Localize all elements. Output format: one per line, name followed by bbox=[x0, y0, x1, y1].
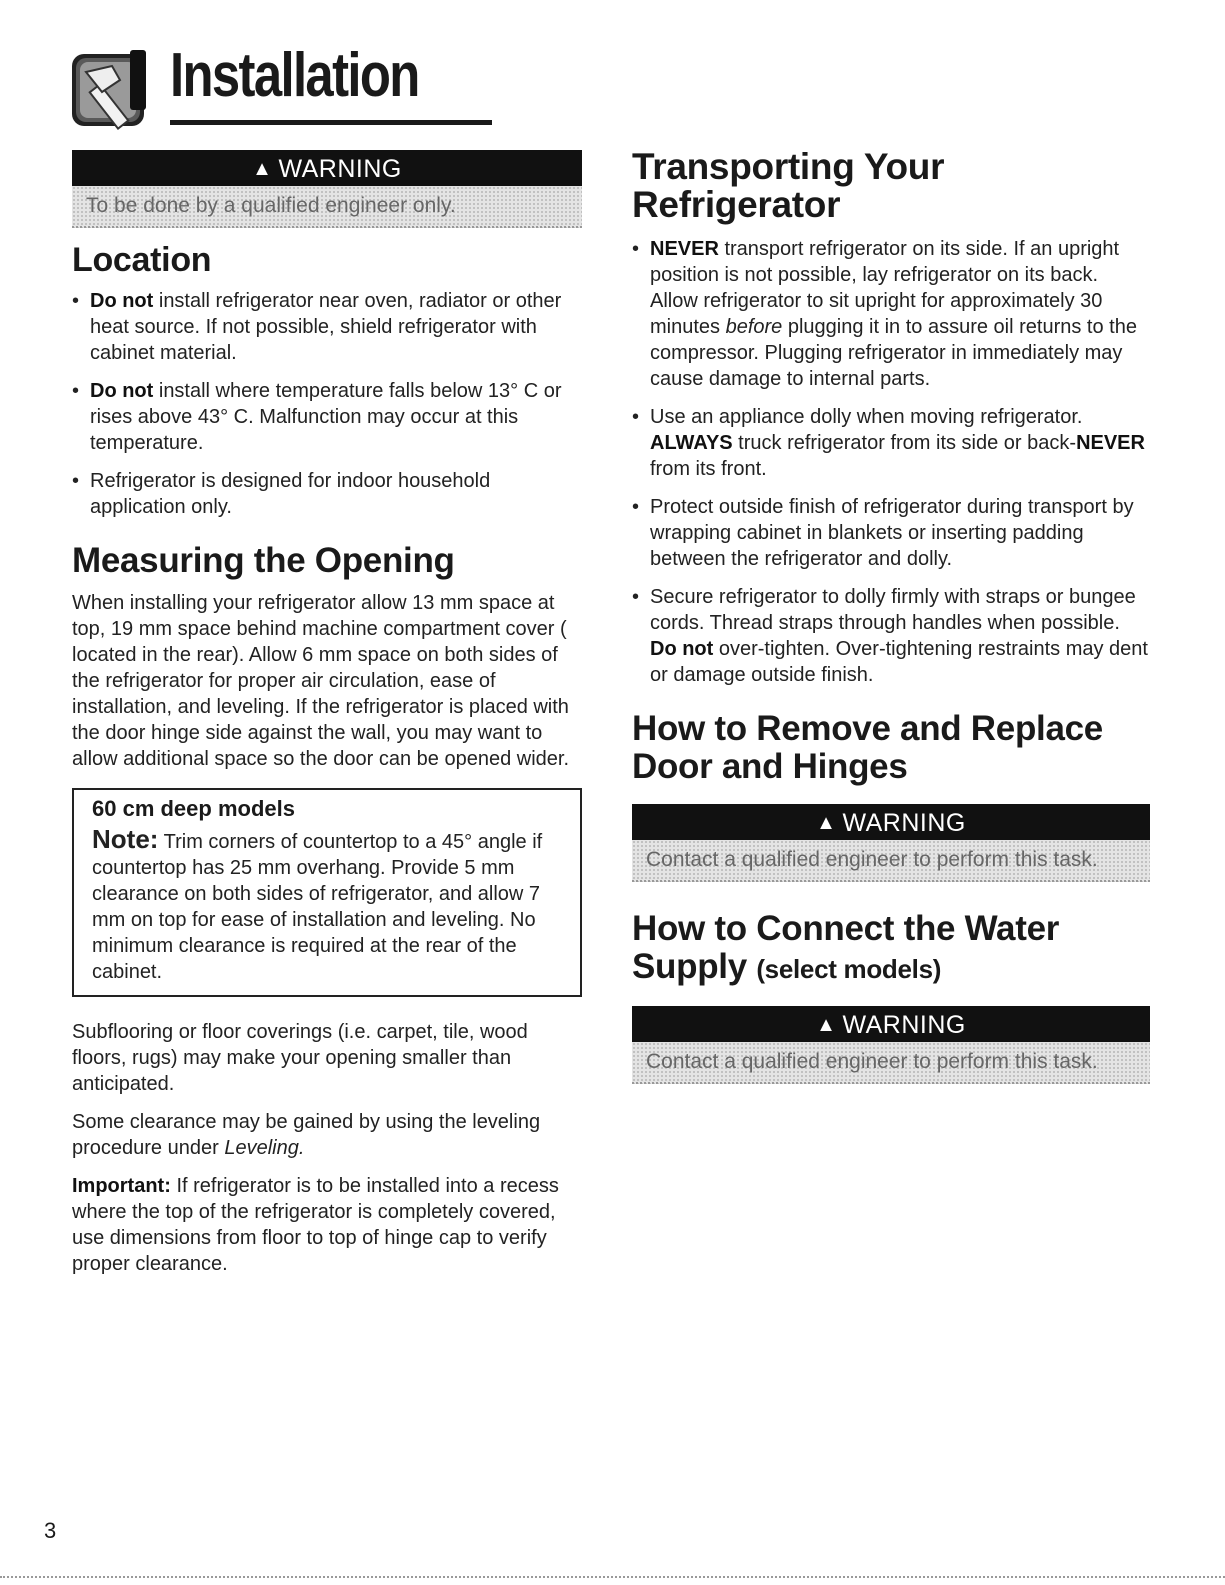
important-label: Important: bbox=[72, 1175, 171, 1197]
item-text: over-tighten. Over-tightening restraints may dent or damage outside finish. bbox=[650, 638, 1148, 686]
warning-triangle-icon: ▲ bbox=[252, 158, 273, 180]
location-list bbox=[72, 288, 582, 520]
warning-box bbox=[632, 804, 1150, 882]
list-item bbox=[72, 468, 582, 520]
item-text: Use an appliance dolly when moving refrigerator. bbox=[650, 406, 1083, 428]
note-label: Note: bbox=[92, 824, 159, 854]
bold-text: NEVER bbox=[1076, 432, 1145, 454]
left-column bbox=[72, 150, 582, 1289]
page-number: 3 bbox=[44, 1518, 57, 1543]
transport-heading: Transporting Your Refrigerator bbox=[632, 146, 945, 225]
item-text: install where temperature falls below 13° C or rises above 43° C. Malfunction may occur at this temperature. bbox=[90, 380, 562, 454]
item-text: Secure refrigerator to dolly firmly with straps or bungee cords. Thread straps through handles when possible. bbox=[650, 586, 1136, 634]
warning-label: WARNING bbox=[842, 809, 966, 837]
item-text: Protect outside finish of refrigerator during transport by wrapping cabinet in blankets or inserting padding between the refrigerator and dolly. bbox=[650, 496, 1134, 570]
bottom-rule bbox=[0, 1576, 1225, 1578]
water-heading-line2 bbox=[632, 948, 1150, 988]
warning-bar bbox=[632, 804, 1150, 840]
important-paragraph bbox=[72, 1173, 582, 1277]
bold-text: Do not bbox=[650, 638, 714, 660]
italic-text: before bbox=[725, 316, 783, 338]
warning-note: Contact a qualified engineer to perform this task. bbox=[632, 1042, 1150, 1084]
list-item bbox=[72, 288, 582, 366]
list-item bbox=[632, 404, 1150, 482]
warning-note: To be done by a qualified engineer only. bbox=[72, 186, 582, 228]
box-note bbox=[92, 826, 568, 985]
list-item bbox=[632, 584, 1150, 688]
location-heading: Location bbox=[72, 241, 212, 279]
item-text: Refrigerator is designed for indoor household application only. bbox=[90, 470, 491, 518]
warning-bar bbox=[632, 1006, 1150, 1042]
warning-box bbox=[72, 150, 582, 228]
deep-models-box bbox=[72, 788, 582, 997]
important-text: If refrigerator is to be installed into a recess where the top of the refrigerator is completely covered, use dimensions from floor to top of hinge cap to verify proper clearance. bbox=[72, 1175, 559, 1275]
warning-label: WARNING bbox=[842, 1011, 966, 1039]
note-text: Trim corners of countertop to a 45° angle if countertop has 25 mm overhang. Provide 5 mm clearance on both sides of refrigerator, and allow 7 mm on top for ease of installation and leveling. No minimum clearance is required at the rear of the cabinet. bbox=[92, 831, 543, 983]
warning-note: Contact a qualified engineer to perform this task. bbox=[632, 840, 1150, 882]
warning-triangle-icon: ▲ bbox=[816, 812, 837, 834]
page-title: Installation bbox=[170, 41, 419, 110]
list-item bbox=[72, 378, 582, 456]
water-heading-suffix: (select models) bbox=[756, 954, 942, 984]
warning-triangle-icon: ▲ bbox=[816, 1014, 837, 1036]
item-text: from its front. bbox=[650, 458, 767, 480]
measuring-paragraph: When installing your refrigerator allow 13 mm space at top, 19 mm space behind machine compartment cover ( located in the rear). Allow 6 mm space on both sides of the refrigerator for proper air circulation, ease of installation, and leveling. If the refrigerator is placed with the door hinge side against the wall, you may want to allow additional space so the door can be opened wider. bbox=[72, 592, 570, 770]
list-item bbox=[632, 494, 1150, 572]
bold-text: Do not bbox=[90, 380, 154, 402]
water-heading-line1: How to Connect the Water bbox=[632, 909, 1060, 948]
warning-bar bbox=[72, 150, 582, 186]
measuring-heading: Measuring the Opening bbox=[72, 541, 455, 580]
item-text: plugging it in to assure oil returns to the compressor. Plugging refrigerator in immediately may cause damage to internal parts. bbox=[650, 316, 1137, 390]
box-title: 60 cm deep models bbox=[92, 796, 295, 821]
warning-box bbox=[632, 1006, 1150, 1084]
door-heading-line1: How to Remove and Replace bbox=[632, 709, 1103, 748]
warning-label: WARNING bbox=[278, 155, 402, 183]
bold-text: Do not bbox=[90, 290, 154, 312]
door-heading-line2: Door and Hinges bbox=[632, 747, 908, 786]
water-heading-main: Supply bbox=[632, 947, 747, 986]
bold-text: NEVER bbox=[650, 238, 719, 260]
wrench-icon bbox=[72, 50, 154, 132]
item-text: transport refrigerator on its side. If an upright position is not possible, lay refrigerator on its back. Allow refrigerator to sit upright for approximately 30 minutes bbox=[650, 238, 1120, 338]
item-text: truck refrigerator from its side or back- bbox=[732, 432, 1077, 454]
title-underline bbox=[170, 120, 492, 125]
leveling-reference: Leveling. bbox=[224, 1137, 305, 1159]
page-header bbox=[72, 41, 432, 136]
transport-list bbox=[632, 236, 1150, 688]
right-column bbox=[632, 148, 1150, 1104]
bold-text: ALWAYS bbox=[650, 432, 733, 454]
subflooring-paragraph: Subflooring or floor coverings (i.e. carpet, tile, wood floors, rugs) may make your opening smaller than anticipated. bbox=[72, 1021, 528, 1095]
list-item bbox=[632, 236, 1150, 392]
clearance-paragraph bbox=[72, 1109, 582, 1161]
clearance-text: Some clearance may be gained by using the leveling procedure under bbox=[72, 1111, 541, 1159]
item-text: install refrigerator near oven, radiator or other heat source. If not possible, shield refrigerator with cabinet material. bbox=[90, 290, 562, 364]
